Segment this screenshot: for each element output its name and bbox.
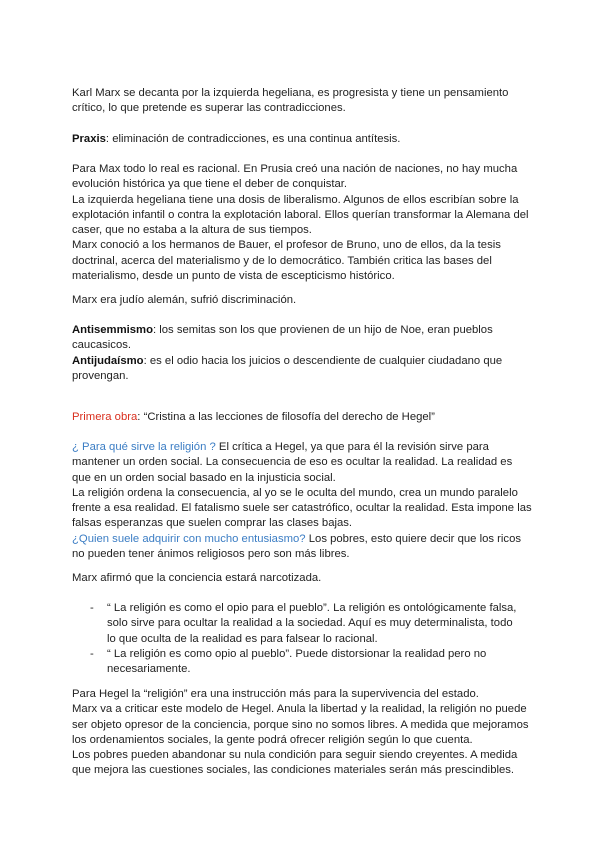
quote-list (90, 601, 520, 677)
praxis-text: : eliminación de contradicciones, es una continua antítesis. (105, 133, 401, 145)
list-item-text: “ La religión es como opio al pueblo”. Puede distorsionar la realidad pero no necesariamente. (107, 647, 487, 676)
paragraph-line: Marx conoció a los hermanos de Bauer, el profesor de Bruno, uno de ellos, da la tesis doctrinal, acerca del materialismo y de lo democrático. También critica las bases del materialismo, desde un punto de vista de escepticismo histórico. (72, 239, 501, 283)
antisemitism-term: Antisemmismo (72, 324, 153, 336)
question-enthusiasm: ¿Quien suele adquirir con mucho entusiasmo? (72, 532, 306, 545)
praxis-term: Praxis (72, 133, 106, 145)
antisemitism-text: : los semitas son los que provienen de un hijo de Noe, eran pueblos caucasicos. (72, 324, 493, 352)
marx-origin-paragraph (72, 293, 532, 308)
marx-origin-text: Marx era judío alemán, sufrió discriminación. (72, 294, 297, 306)
answer-religion-purpose: El crítica a Hegel, ya que para él la revisión sirve para mantener un orden social. La consecuencia de eso es ocultar la realidad. La realidad es que en un orden social basado en la injusticia social. (72, 441, 513, 484)
antijudaism-term: Antijudaísmo (72, 354, 144, 367)
hegel-religion-paragraph (72, 687, 532, 779)
question-religion-purpose: ¿ Para qué sirve la religión ? (72, 441, 216, 453)
first-work-label: Primera obra (72, 411, 138, 423)
paragraph-line: La izquierda hegeliana tiene una dosis de liberalismo. Algunos de ellos escribían sobre la explotación infantil o contra la explotación laboral. Ellos querían transformar la Alemana del caser, que no estaba a la altura de sus tiempos. (72, 193, 529, 237)
intro-text: Karl Marx se decanta por la izquierda hegeliana, es progresista y tiene un pensamiento crítico, lo que pretende es superar las contradicciones. (72, 87, 509, 115)
hegelian-left-paragraph (72, 162, 532, 284)
list-item-text: “ La religión es como el opio para el pueblo”. La religión es ontológicamente falsa, solo sirve para ocultar la realidad a la sociedad. Aquí es muy determinalista, todo lo que oculta de la realidad es para falsear lo racional. (107, 602, 517, 645)
paragraph-line: Para Hegel la “religión” era una instrucción más para la supervivencia del estado. (72, 688, 479, 700)
religion-section (72, 440, 532, 562)
intro-paragraph (72, 86, 532, 117)
bullet-dash: - (90, 647, 94, 660)
first-work-title: : “Cristina a las lecciones de filosofía del derecho de Hegel” (137, 411, 435, 423)
religion-paragraph: La religión ordena la consecuencia, al yo se le oculta del mundo, crea un mundo paralelo frente a esa realidad. El fatalismo suele ser catastrófico, ocultar la realidad. Esta impone las falsas esperanzas que suelen comprar las clases bajas. (72, 486, 532, 530)
paragraph-line: Marx va a criticar este modelo de Hegel. Anula la libertad y la realidad, la religión no puede ser objeto opresor de la conciencia, porque sino no somos libres. A medida que mejoramos los ordenamientos sociales, la gente podrá ofrecer religión según lo que cuenta. (72, 703, 529, 746)
list-item (90, 647, 520, 678)
antijudaism-text: : es el odio hacia los juicios o descendiente de cualquier ciudadano que provengan. (72, 354, 503, 382)
definitions-block (72, 323, 532, 384)
paragraph-line: Para Max todo lo real es racional. En Prusia creó una nación de naciones, no hay mucha evolución histórica ya que tiene el deber de conquistar. (72, 163, 518, 191)
answer-enthusiasm: Los pobres, esto quiere decir que los ricos no pueden tener ánimos religiosos pero son más libres. (72, 532, 521, 561)
first-work-heading (72, 410, 532, 425)
narcotized-text: Marx afirmó que la conciencia estará narcotizada. (72, 572, 322, 584)
bullet-dash: - (90, 602, 94, 614)
paragraph-line: Los pobres pueden abandonar su nula condición para seguir siendo creyentes. A medida que mejora las cuestiones sociales, las condiciones materiales serán más prescindibles. (72, 749, 518, 777)
narcotized-paragraph (72, 571, 532, 586)
list-item (90, 601, 520, 647)
praxis-definition (72, 132, 532, 147)
